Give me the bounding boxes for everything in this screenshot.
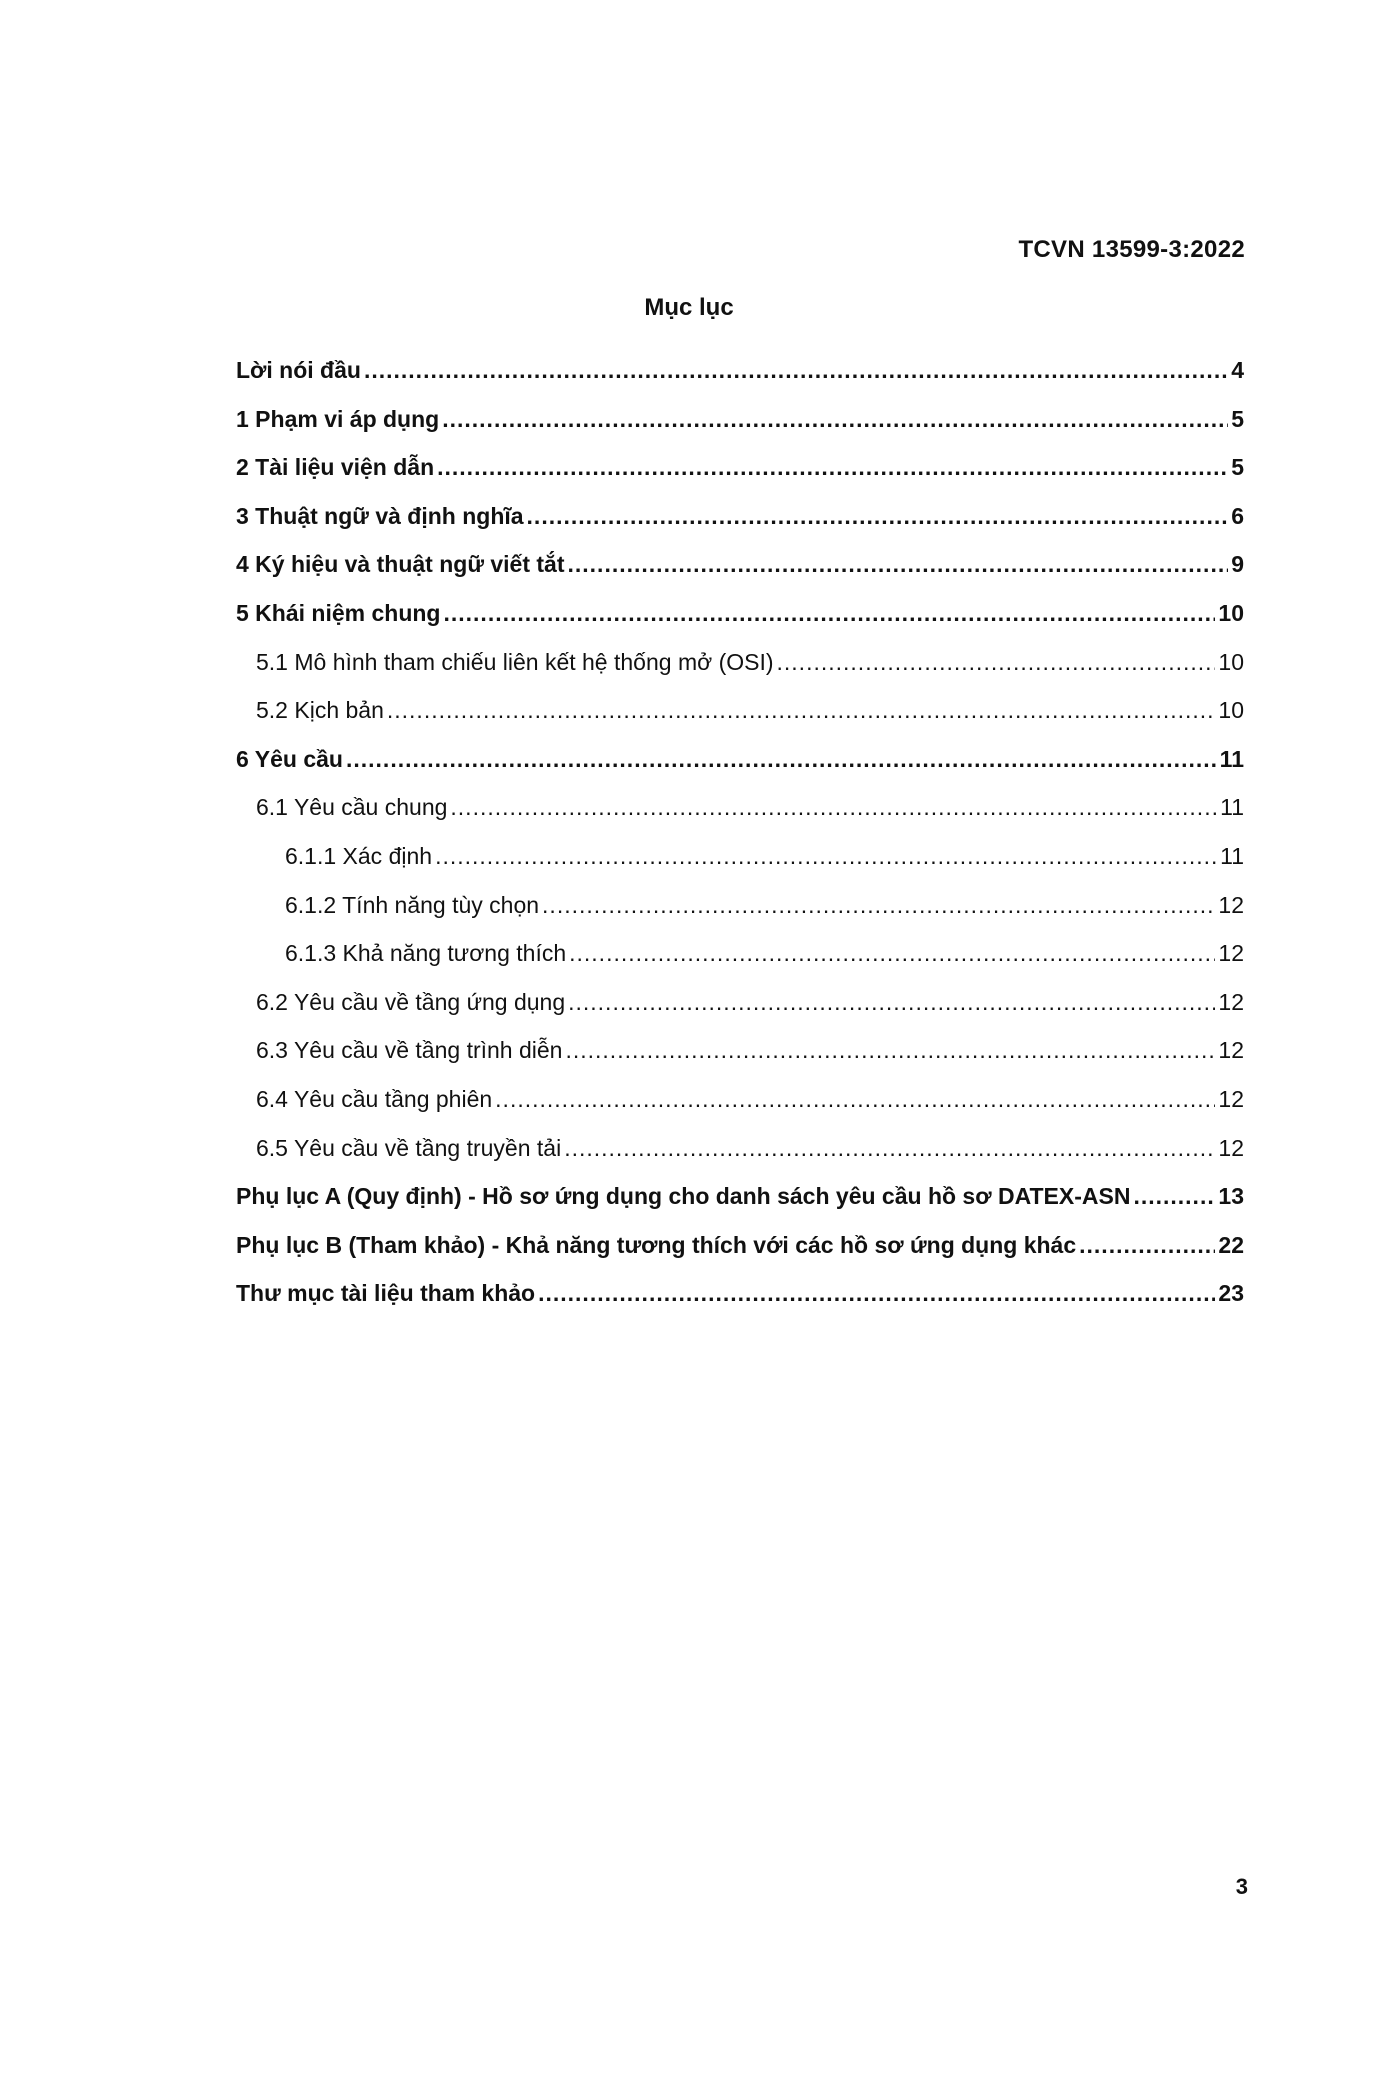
toc-entry-page: 4: [1231, 357, 1244, 383]
toc-entry[interactable]: [236, 832, 1244, 881]
toc-entry-label: 6 Yêu cầu: [236, 745, 343, 772]
toc-entry-page: 12: [1218, 891, 1244, 918]
toc-entry[interactable]: [236, 395, 1244, 444]
toc-leader-dots: [777, 638, 1216, 686]
toc-entry-label: Phụ lục A (Quy định) - Hồ sơ ứng dụng cho danh sách yêu cầu hồ sơ DATEX-ASN: [236, 1183, 1131, 1210]
toc-entry-page: 10: [1218, 648, 1244, 675]
table-of-contents: [236, 346, 1244, 1318]
toc-leader-dots: [527, 492, 1229, 540]
toc-leader-dots: [568, 978, 1215, 1026]
toc-entry-page: 9: [1231, 551, 1244, 578]
toc-entry[interactable]: [236, 1172, 1244, 1221]
toc-entry-label: 6.1.1 Xác định: [285, 842, 433, 869]
toc-entry[interactable]: [236, 1221, 1244, 1270]
toc-leader-dots: [542, 881, 1215, 929]
toc-entry[interactable]: [236, 1269, 1244, 1318]
toc-leader-dots: [565, 1026, 1215, 1074]
toc-leader-dots: [1079, 1221, 1215, 1269]
toc-entry-label: 5.2 Kịch bản: [256, 697, 384, 724]
document-code: TCVN 13599-3:2022: [1018, 236, 1245, 263]
toc-entry[interactable]: [236, 978, 1244, 1027]
toc-entry-label: Thư mục tài liệu tham khảo: [236, 1280, 536, 1307]
toc-entry-label: 1 Phạm vi áp dụng: [236, 405, 440, 432]
toc-entry-page: 11: [1220, 842, 1244, 869]
toc-entry[interactable]: [236, 346, 1244, 395]
toc-entry[interactable]: [236, 443, 1244, 492]
toc-entry[interactable]: [236, 881, 1244, 930]
toc-leader-dots: [435, 832, 1217, 880]
page-number: 3: [1235, 1874, 1248, 1899]
toc-entry-page: 11: [1220, 794, 1244, 821]
toc-entry-label: 5 Khái niệm chung: [236, 599, 441, 626]
toc-title: Mục lục: [644, 294, 734, 321]
toc-leader-dots: [495, 1075, 1215, 1123]
toc-entry-page: 6: [1231, 502, 1244, 529]
toc-leader-dots: [568, 540, 1229, 588]
toc-entry[interactable]: [236, 589, 1244, 638]
toc-entry-label: 6.1.2 Tính năng tùy chọn: [285, 891, 540, 918]
toc-entry-label: Phụ lục B (Tham khảo) - Khả năng tương thích với các hồ sơ ứng dụng khác: [236, 1231, 1077, 1258]
toc-entry-label: 4 Ký hiệu và thuật ngữ viết tắt: [236, 551, 565, 578]
toc-leader-dots: [1133, 1172, 1215, 1220]
toc-entry-page: 13: [1218, 1183, 1244, 1210]
toc-entry[interactable]: [236, 492, 1244, 541]
toc-leader-dots: [437, 443, 1228, 491]
toc-entry-page: 5: [1231, 405, 1244, 432]
toc-entry[interactable]: [236, 783, 1244, 832]
toc-entry-label: 6.4 Yêu cầu tầng phiên: [256, 1085, 493, 1112]
toc-entry-page: 5: [1231, 454, 1244, 481]
toc-leader-dots: [442, 395, 1228, 443]
toc-entry-label: 3 Thuật ngữ và định nghĩa: [236, 502, 524, 529]
toc-entry-label: Lời nói đầu: [236, 357, 361, 383]
toc-entry[interactable]: [236, 1075, 1244, 1124]
toc-leader-dots: [538, 1269, 1215, 1317]
toc-entry-page: 12: [1218, 1037, 1244, 1064]
toc-entry-label: 6.1 Yêu cầu chung: [256, 794, 448, 821]
toc-entry-page: 22: [1218, 1231, 1244, 1258]
toc-leader-dots: [443, 589, 1215, 637]
toc-entry[interactable]: [236, 686, 1244, 735]
toc-entry-label: 5.1 Mô hình tham chiếu liên kết hệ thống mở (OSI): [256, 648, 774, 675]
toc-entry[interactable]: [236, 735, 1244, 784]
toc-leader-dots: [569, 929, 1215, 977]
toc-entry-label: 6.2 Yêu cầu về tầng ứng dụng: [256, 988, 566, 1015]
toc-entry-page: 12: [1218, 988, 1244, 1015]
toc-entry-page: 12: [1218, 940, 1244, 967]
toc-entry-page: 11: [1219, 745, 1244, 772]
toc-leader-dots: [564, 1124, 1215, 1172]
toc-entry-label: 2 Tài liệu viện dẫn: [236, 454, 435, 481]
toc-entry[interactable]: [236, 540, 1244, 589]
toc-entry[interactable]: [236, 1124, 1244, 1173]
toc-entry-page: 12: [1218, 1085, 1244, 1112]
toc-leader-dots: [450, 783, 1217, 831]
toc-entry[interactable]: [236, 929, 1244, 978]
toc-entry-page: 12: [1218, 1134, 1244, 1161]
toc-entry[interactable]: [236, 638, 1244, 687]
toc-entry[interactable]: [236, 1026, 1244, 1075]
toc-leader-dots: [346, 735, 1217, 783]
toc-leader-dots: [364, 346, 1228, 394]
toc-entry-label: 6.3 Yêu cầu về tầng trình diễn: [256, 1037, 563, 1064]
toc-entry-page: 23: [1218, 1280, 1244, 1307]
toc-entry-label: 6.1.3 Khả năng tương thích: [285, 940, 567, 967]
toc-entry-label: 6.5 Yêu cầu về tầng truyền tải: [256, 1134, 562, 1161]
toc-entry-page: 10: [1218, 697, 1244, 724]
toc-leader-dots: [387, 686, 1216, 734]
toc-entry-page: 10: [1218, 599, 1244, 626]
